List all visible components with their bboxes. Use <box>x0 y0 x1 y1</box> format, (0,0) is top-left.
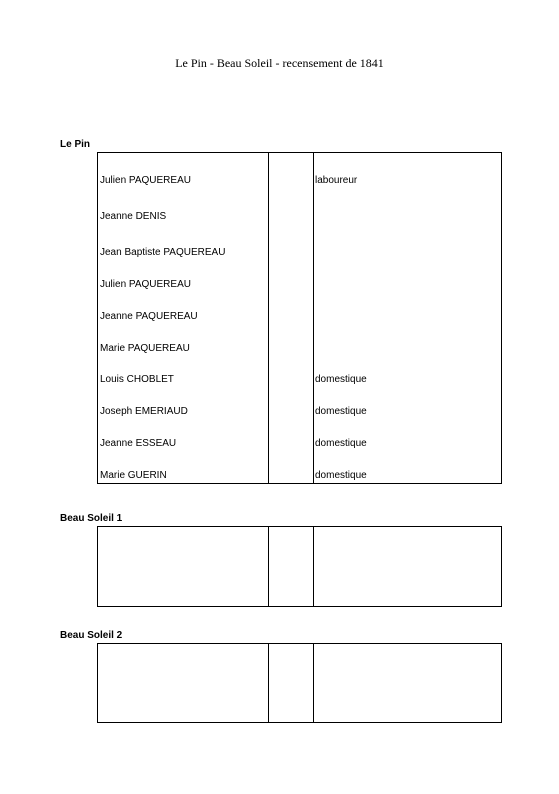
person-name: Jeanne DENIS <box>100 211 167 222</box>
section-label-beau-soleil-1: Beau Soleil 1 <box>60 513 123 524</box>
person-occupation: domestique <box>315 470 367 481</box>
census-table-beau-soleil-2 <box>97 643 502 723</box>
column-divider <box>313 153 314 483</box>
column-divider <box>313 527 314 606</box>
person-occupation: domestique <box>315 438 367 449</box>
census-table-le-pin <box>97 152 502 484</box>
person-name: Julien PAQUEREAU <box>100 175 191 186</box>
person-occupation: laboureur <box>315 175 358 186</box>
column-divider <box>268 644 269 722</box>
page-title: Le Pin - Beau Soleil - recensement de 1841 <box>175 56 384 70</box>
section-label-beau-soleil-2: Beau Soleil 2 <box>60 630 123 641</box>
person-name: Jean Baptiste PAQUEREAU <box>100 247 226 258</box>
person-name: Joseph EMERIAUD <box>100 406 188 417</box>
person-name: Jeanne PAQUEREAU <box>100 311 198 322</box>
column-divider <box>313 644 314 722</box>
person-name: Julien PAQUEREAU <box>100 279 191 290</box>
column-divider <box>268 527 269 606</box>
person-occupation: domestique <box>315 374 367 385</box>
person-name: Marie PAQUEREAU <box>100 343 190 354</box>
section-label-le-pin: Le Pin <box>60 139 91 150</box>
person-name: Marie GUERIN <box>100 470 167 481</box>
person-name: Louis CHOBLET <box>100 374 174 385</box>
census-table-beau-soleil-1 <box>97 526 502 607</box>
column-divider <box>268 153 269 483</box>
person-name: Jeanne ESSEAU <box>100 438 177 449</box>
person-occupation: domestique <box>315 406 367 417</box>
